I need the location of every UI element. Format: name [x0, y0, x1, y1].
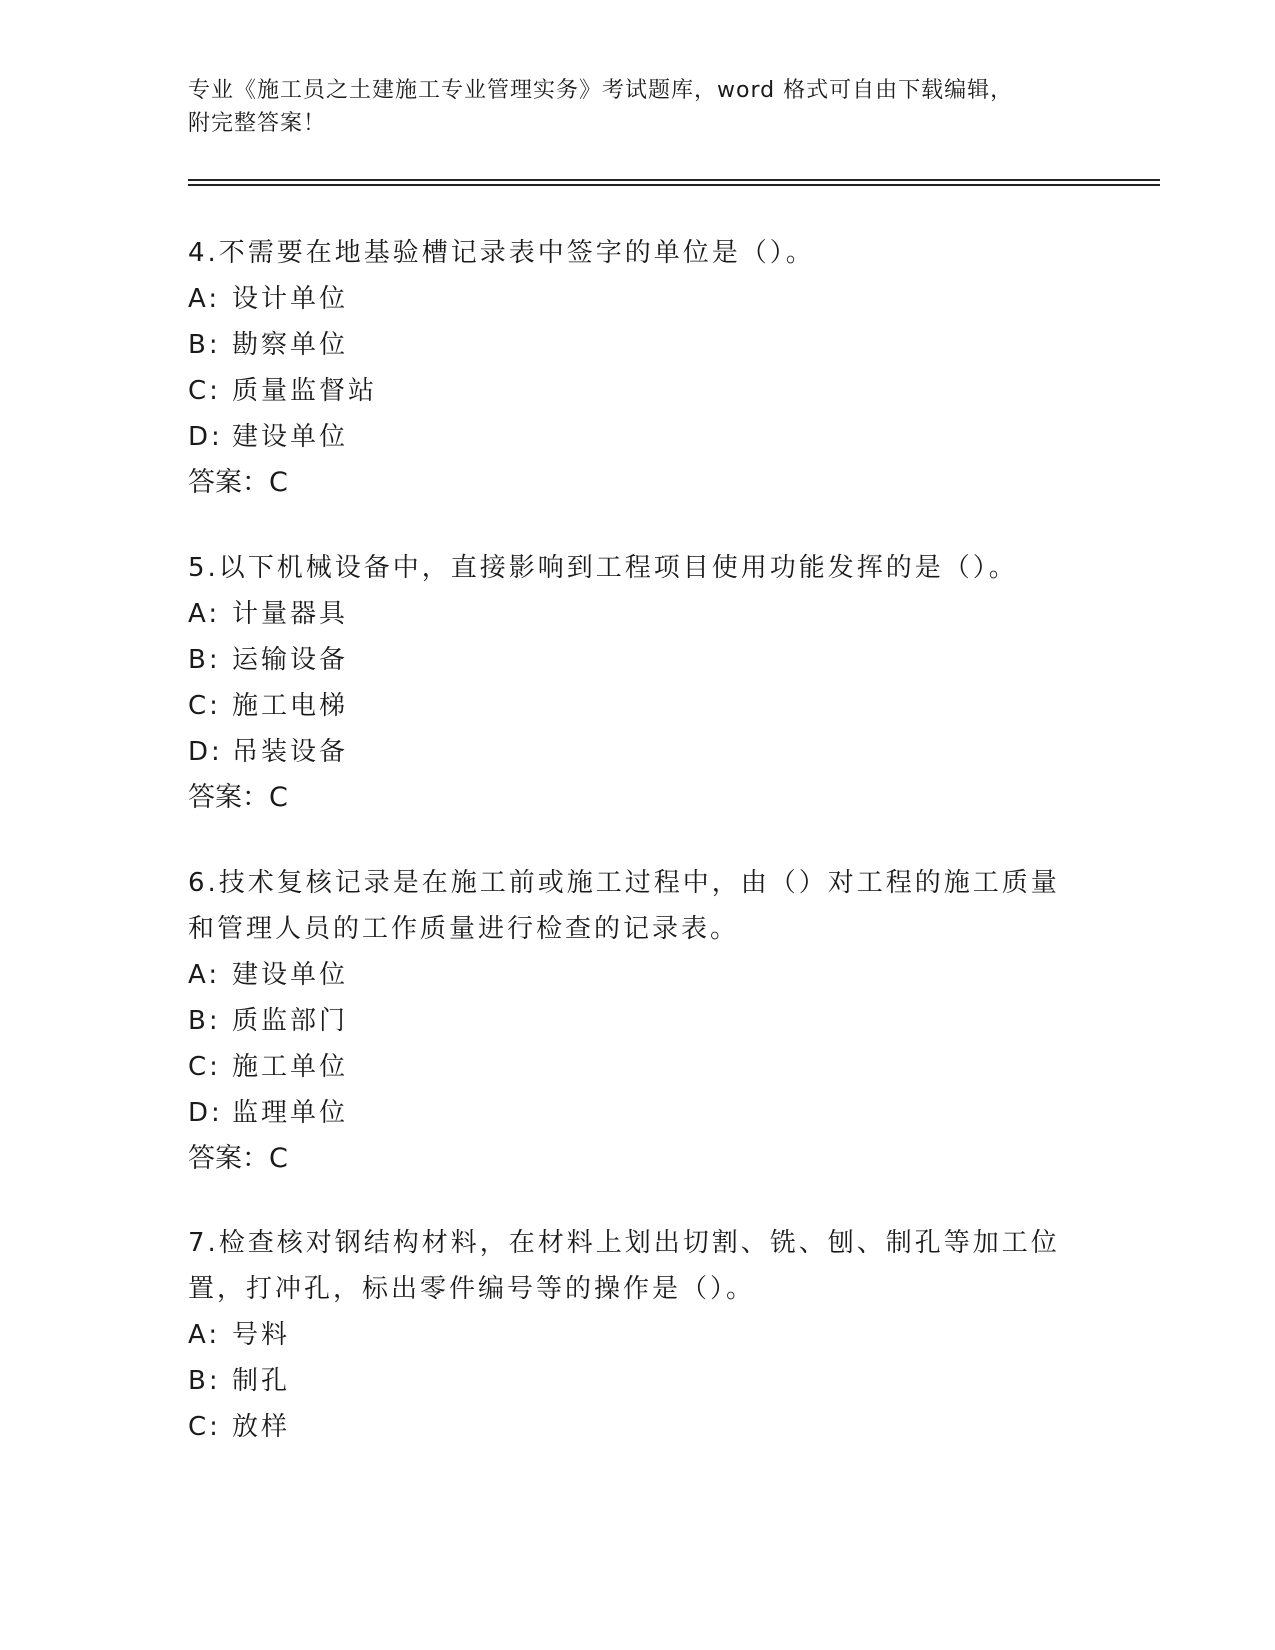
- option-text: 制孔: [232, 1366, 291, 1396]
- option-key: B:: [188, 1366, 221, 1396]
- header-line-2: 附完整答案！: [188, 111, 327, 136]
- question-4: [188, 230, 1088, 506]
- option-text: 运输设备: [232, 645, 349, 675]
- option-text: 号料: [232, 1320, 291, 1350]
- option-text: 吊装设备: [232, 737, 349, 767]
- option-d: [188, 1090, 1088, 1136]
- question-5: [188, 545, 1088, 821]
- question-6: [188, 860, 1088, 1182]
- option-text: 勘察单位: [232, 330, 349, 360]
- answer-line: 答案：C: [188, 1143, 288, 1174]
- header-line-1: 专业《施工员之土建施工专业管理实务》考试题库，word 格式可自由下载编辑，: [188, 78, 1014, 103]
- question-stem: [188, 545, 1088, 591]
- option-key: D:: [188, 1098, 223, 1128]
- option-text: 计量器具: [232, 599, 349, 629]
- option-b: [188, 322, 1088, 368]
- header-divider-top: [188, 179, 1160, 181]
- option-key: C:: [188, 691, 221, 721]
- option-b: [188, 998, 1088, 1044]
- option-key: D:: [188, 422, 223, 452]
- question-stem: [188, 230, 1088, 276]
- header-divider-bottom: [188, 184, 1160, 186]
- option-d: [188, 729, 1088, 775]
- option-key: A:: [188, 284, 221, 314]
- option-key: C:: [188, 1052, 221, 1082]
- option-text: 放样: [232, 1412, 291, 1442]
- answer-line: 答案：C: [188, 782, 288, 813]
- option-a: [188, 591, 1088, 637]
- option-key: B:: [188, 1006, 221, 1036]
- option-c: [188, 1044, 1088, 1090]
- option-a: [188, 276, 1088, 322]
- option-c: [188, 1404, 1088, 1450]
- option-key: B:: [188, 645, 221, 675]
- option-b: [188, 1358, 1088, 1404]
- option-text: 质量监督站: [232, 376, 378, 406]
- option-text: 质监部门: [232, 1006, 349, 1036]
- question-stem-line: 6.技术复核记录是在施工前或施工过程中，由（）对工程的施工质量: [188, 868, 1060, 898]
- question-stem-line: 4.不需要在地基验槽记录表中签字的单位是（）。: [188, 238, 815, 268]
- question-stem: [188, 860, 1088, 952]
- option-text: 施工电梯: [232, 691, 349, 721]
- option-key: A:: [188, 599, 221, 629]
- question-7: [188, 1220, 1088, 1450]
- option-key: B:: [188, 330, 221, 360]
- question-stem-line: 7.检查核对钢结构材料，在材料上划出切割、铣、刨、制孔等加工位: [188, 1228, 1060, 1258]
- option-key: D:: [188, 737, 223, 767]
- option-text: 设计单位: [232, 284, 349, 314]
- option-d: [188, 414, 1088, 460]
- option-text: 监理单位: [232, 1098, 349, 1128]
- option-text: 建设单位: [232, 422, 349, 452]
- question-stem: [188, 1220, 1088, 1312]
- question-stem-line: 和管理人员的工作质量进行检查的记录表。: [188, 914, 740, 944]
- document-header: [188, 74, 1068, 140]
- option-a: [188, 952, 1088, 998]
- option-text: 施工单位: [232, 1052, 349, 1082]
- option-b: [188, 637, 1088, 683]
- option-key: A:: [188, 960, 221, 990]
- answer-line: 答案：C: [188, 467, 288, 498]
- option-a: [188, 1312, 1088, 1358]
- option-key: C:: [188, 376, 221, 406]
- option-key: A:: [188, 1320, 221, 1350]
- option-key: C:: [188, 1412, 221, 1442]
- question-stem-line: 置，打冲孔，标出零件编号等的操作是（）。: [188, 1274, 756, 1304]
- question-stem-line: 5.以下机械设备中，直接影响到工程项目使用功能发挥的是（）。: [188, 553, 1018, 583]
- option-text: 建设单位: [232, 960, 349, 990]
- option-c: [188, 368, 1088, 414]
- option-c: [188, 683, 1088, 729]
